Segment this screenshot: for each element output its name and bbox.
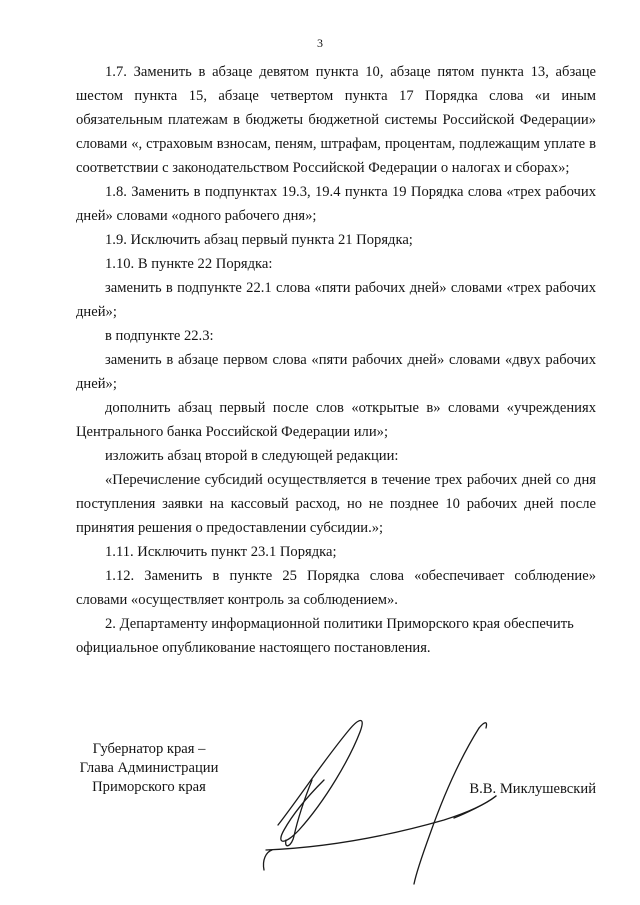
signer-title-line: Губернатор края – (92, 741, 206, 757)
signer-name: В.В. Миклушевский (469, 781, 596, 797)
document-body (76, 60, 596, 660)
paragraph-1-7: 1.7. Заменить в абзаце девятом пункта 10, абзаце пятом пункта 13, абзаце шестом пункта 15, абзаце четвертом пункта 17 Порядка слова «и иным обязательным платежам в бюджеты бюджетной системы Российской Федерации» словами «, страховым взносам, пеням, штрафам, процентам, подлежащим уплате в соответствии с законодательством Российской Федерации о налогах и сборах»; (76, 64, 596, 176)
paragraph-22-3: в подпункте 22.3: (105, 328, 214, 344)
paragraph-22-3-second: изложить абзац второй в следующей редакции: (105, 448, 399, 464)
signer-title-line: Приморского края (92, 779, 206, 795)
signature-block (76, 740, 596, 890)
page-number: 3 (317, 36, 323, 50)
paragraph-22-3-supplement: дополнить абзац первый после слов «открытые в» словами «учреждениях Центрального банка Российской Федерации или»; (76, 400, 596, 440)
paragraph-1-11: 1.11. Исключить пункт 23.1 Порядка; (105, 544, 337, 560)
paragraph-22-3-first: заменить в абзаце первом слова «пяти рабочих дней» словами «двух рабочих дней»; (76, 352, 596, 392)
paragraph-quote: «Перечисление субсидий осуществляется в течение трех рабочих дней со дня поступления заявки на кассовый расход, но не позднее 10 рабочих дней после принятия решения о предоставлении субсидии.»; (76, 472, 596, 536)
paragraph-1-8: 1.8. Заменить в подпунктах 19.3, 19.4 пункта 19 Порядка слова «трех рабочих дней» словами «одного рабочего дня»; (76, 184, 596, 224)
paragraph-1-10: 1.10. В пункте 22 Порядка: (105, 256, 273, 272)
signer-title-line: Глава Администрации (79, 760, 219, 776)
paragraph-2: 2. Департаменту информационной политики Приморского края обеспечить официальное опубликование настоящего постановления. (76, 616, 574, 656)
paragraph-1-9: 1.9. Исключить абзац первый пункта 21 Порядка; (105, 232, 413, 248)
paragraph-1-12: 1.12. Заменить в пункте 25 Порядка слова «обеспечивает соблюдение» словами «осуществляет контроль за соблюдением». (76, 568, 596, 608)
paragraph-22-1: заменить в подпункте 22.1 слова «пяти рабочих дней» словами «трех рабочих дней»; (76, 280, 596, 320)
signer-title (76, 740, 222, 797)
